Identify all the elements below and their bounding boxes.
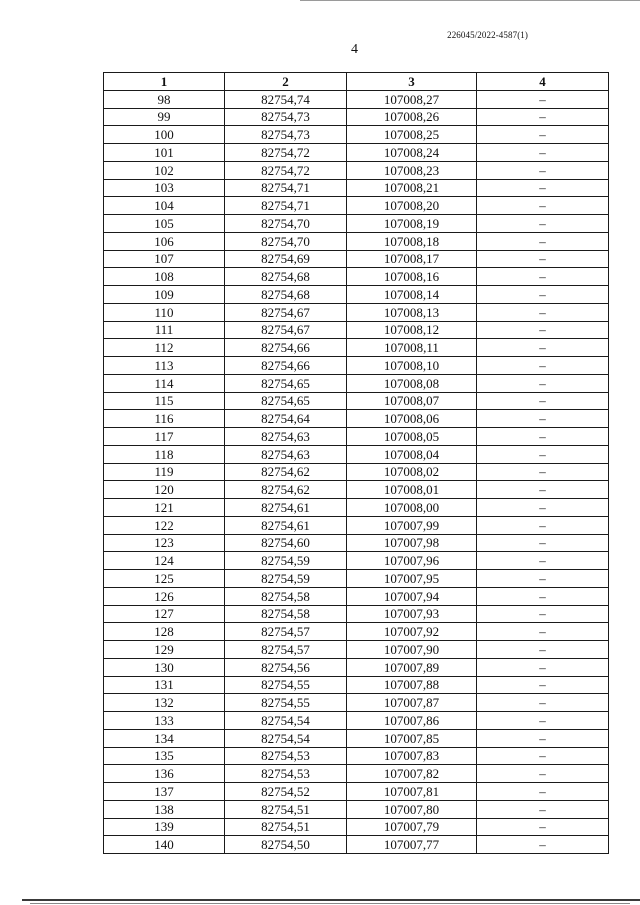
note-cell: – [477,499,609,517]
table-row [104,161,609,179]
x-coordinate-cell: 82754,61 [225,516,347,534]
table-row [104,321,609,339]
note-cell: – [477,605,609,623]
point-number-cell: 123 [104,534,225,552]
table-row [104,179,609,197]
bottom-rule [22,899,640,901]
note-cell: – [477,428,609,446]
y-coordinate-cell: 107007,83 [347,747,477,765]
x-coordinate-cell: 82754,52 [225,783,347,801]
point-number-cell: 98 [104,90,225,108]
note-cell: – [477,836,609,854]
table-row [104,339,609,357]
y-coordinate-cell: 107007,88 [347,676,477,694]
note-cell: – [477,90,609,108]
x-coordinate-cell: 82754,66 [225,357,347,375]
point-number-cell: 106 [104,232,225,250]
y-coordinate-cell: 107008,01 [347,481,477,499]
point-number-cell: 140 [104,836,225,854]
point-number-cell: 108 [104,268,225,286]
header-col-3: 3 [347,73,477,91]
point-number-cell: 127 [104,605,225,623]
point-number-cell: 126 [104,587,225,605]
y-coordinate-cell: 107008,20 [347,197,477,215]
y-coordinate-cell: 107008,06 [347,410,477,428]
point-number-cell: 121 [104,499,225,517]
table-row [104,357,609,375]
y-coordinate-cell: 107008,26 [347,108,477,126]
x-coordinate-cell: 82754,59 [225,552,347,570]
document-number: 226045/2022-4587(1) [447,30,528,40]
note-cell: – [477,534,609,552]
point-number-cell: 132 [104,694,225,712]
table-row [104,428,609,446]
table-row [104,232,609,250]
table-row [104,818,609,836]
point-number-cell: 133 [104,712,225,730]
note-cell: – [477,481,609,499]
point-number-cell: 100 [104,126,225,144]
table-row [104,499,609,517]
table-row [104,374,609,392]
header-col-4: 4 [477,73,609,91]
point-number-cell: 99 [104,108,225,126]
x-coordinate-cell: 82754,57 [225,623,347,641]
note-cell: – [477,676,609,694]
table-row [104,445,609,463]
point-number-cell: 125 [104,570,225,588]
y-coordinate-cell: 107007,79 [347,818,477,836]
table-row [104,463,609,481]
table-row [104,658,609,676]
point-number-cell: 138 [104,800,225,818]
point-number-cell: 134 [104,729,225,747]
note-cell: – [477,694,609,712]
y-coordinate-cell: 107007,77 [347,836,477,854]
table-row [104,126,609,144]
page-number: 4 [351,42,358,57]
y-coordinate-cell: 107008,16 [347,268,477,286]
x-coordinate-cell: 82754,71 [225,179,347,197]
y-coordinate-cell: 107008,14 [347,286,477,304]
table-row [104,570,609,588]
y-coordinate-cell: 107008,04 [347,445,477,463]
note-cell: – [477,783,609,801]
x-coordinate-cell: 82754,72 [225,144,347,162]
point-number-cell: 105 [104,215,225,233]
note-cell: – [477,179,609,197]
table-row [104,729,609,747]
x-coordinate-cell: 82754,58 [225,587,347,605]
y-coordinate-cell: 107008,12 [347,321,477,339]
y-coordinate-cell: 107007,90 [347,641,477,659]
point-number-cell: 102 [104,161,225,179]
x-coordinate-cell: 82754,54 [225,729,347,747]
table-row [104,783,609,801]
x-coordinate-cell: 82754,73 [225,108,347,126]
x-coordinate-cell: 82754,70 [225,215,347,233]
x-coordinate-cell: 82754,67 [225,303,347,321]
point-number-cell: 107 [104,250,225,268]
point-number-cell: 130 [104,658,225,676]
x-coordinate-cell: 82754,62 [225,463,347,481]
table-row [104,197,609,215]
table-row [104,144,609,162]
y-coordinate-cell: 107008,07 [347,392,477,410]
x-coordinate-cell: 82754,64 [225,410,347,428]
x-coordinate-cell: 82754,62 [225,481,347,499]
note-cell: – [477,623,609,641]
table-row [104,534,609,552]
point-number-cell: 109 [104,286,225,304]
coordinates-table [103,72,609,854]
y-coordinate-cell: 107008,05 [347,428,477,446]
y-coordinate-cell: 107008,18 [347,232,477,250]
x-coordinate-cell: 82754,55 [225,694,347,712]
x-coordinate-cell: 82754,61 [225,499,347,517]
table-row [104,712,609,730]
x-coordinate-cell: 82754,74 [225,90,347,108]
x-coordinate-cell: 82754,58 [225,605,347,623]
table-row [104,303,609,321]
table-row [104,765,609,783]
x-coordinate-cell: 82754,71 [225,197,347,215]
y-coordinate-cell: 107008,25 [347,126,477,144]
table-row [104,747,609,765]
x-coordinate-cell: 82754,66 [225,339,347,357]
y-coordinate-cell: 107007,86 [347,712,477,730]
y-coordinate-cell: 107008,19 [347,215,477,233]
x-coordinate-cell: 82754,68 [225,286,347,304]
x-coordinate-cell: 82754,54 [225,712,347,730]
note-cell: – [477,729,609,747]
point-number-cell: 137 [104,783,225,801]
x-coordinate-cell: 82754,67 [225,321,347,339]
note-cell: – [477,800,609,818]
x-coordinate-cell: 82754,63 [225,428,347,446]
note-cell: – [477,374,609,392]
note-cell: – [477,392,609,410]
y-coordinate-cell: 107007,82 [347,765,477,783]
note-cell: – [477,765,609,783]
table-row [104,481,609,499]
y-coordinate-cell: 107008,24 [347,144,477,162]
table-row [104,587,609,605]
note-cell: – [477,818,609,836]
point-number-cell: 118 [104,445,225,463]
y-coordinate-cell: 107007,85 [347,729,477,747]
note-cell: – [477,286,609,304]
x-coordinate-cell: 82754,65 [225,392,347,410]
note-cell: – [477,144,609,162]
table-row [104,694,609,712]
point-number-cell: 128 [104,623,225,641]
point-number-cell: 135 [104,747,225,765]
note-cell: – [477,712,609,730]
note-cell: – [477,516,609,534]
x-coordinate-cell: 82754,51 [225,818,347,836]
y-coordinate-cell: 107007,80 [347,800,477,818]
x-coordinate-cell: 82754,56 [225,658,347,676]
point-number-cell: 129 [104,641,225,659]
x-coordinate-cell: 82754,69 [225,250,347,268]
point-number-cell: 101 [104,144,225,162]
note-cell: – [477,215,609,233]
point-number-cell: 114 [104,374,225,392]
table-header-row [104,73,609,91]
table-row [104,286,609,304]
point-number-cell: 119 [104,463,225,481]
table-body [104,90,609,853]
x-coordinate-cell: 82754,73 [225,126,347,144]
point-number-cell: 113 [104,357,225,375]
note-cell: – [477,126,609,144]
point-number-cell: 139 [104,818,225,836]
y-coordinate-cell: 107007,87 [347,694,477,712]
x-coordinate-cell: 82754,59 [225,570,347,588]
x-coordinate-cell: 82754,51 [225,800,347,818]
y-coordinate-cell: 107007,89 [347,658,477,676]
y-coordinate-cell: 107008,00 [347,499,477,517]
x-coordinate-cell: 82754,72 [225,161,347,179]
bottom-rule-thin [30,903,630,904]
note-cell: – [477,747,609,765]
table-row [104,552,609,570]
y-coordinate-cell: 107008,11 [347,339,477,357]
y-coordinate-cell: 107007,92 [347,623,477,641]
y-coordinate-cell: 107008,08 [347,374,477,392]
x-coordinate-cell: 82754,65 [225,374,347,392]
point-number-cell: 115 [104,392,225,410]
note-cell: – [477,232,609,250]
y-coordinate-cell: 107008,17 [347,250,477,268]
note-cell: – [477,570,609,588]
note-cell: – [477,587,609,605]
point-number-cell: 103 [104,179,225,197]
point-number-cell: 124 [104,552,225,570]
table-row [104,268,609,286]
table-row [104,641,609,659]
note-cell: – [477,410,609,428]
y-coordinate-cell: 107007,95 [347,570,477,588]
x-coordinate-cell: 82754,53 [225,747,347,765]
point-number-cell: 110 [104,303,225,321]
point-number-cell: 104 [104,197,225,215]
note-cell: – [477,552,609,570]
note-cell: – [477,161,609,179]
point-number-cell: 116 [104,410,225,428]
top-rule [300,0,640,1]
x-coordinate-cell: 82754,70 [225,232,347,250]
y-coordinate-cell: 107007,98 [347,534,477,552]
y-coordinate-cell: 107008,27 [347,90,477,108]
table-row [104,90,609,108]
table-row [104,836,609,854]
note-cell: – [477,321,609,339]
point-number-cell: 117 [104,428,225,446]
y-coordinate-cell: 107007,96 [347,552,477,570]
note-cell: – [477,108,609,126]
table-row [104,215,609,233]
note-cell: – [477,303,609,321]
point-number-cell: 136 [104,765,225,783]
point-number-cell: 120 [104,481,225,499]
y-coordinate-cell: 107007,93 [347,605,477,623]
y-coordinate-cell: 107008,23 [347,161,477,179]
table-row [104,623,609,641]
y-coordinate-cell: 107008,02 [347,463,477,481]
table-row [104,250,609,268]
x-coordinate-cell: 82754,68 [225,268,347,286]
table-row [104,800,609,818]
y-coordinate-cell: 107007,94 [347,587,477,605]
table-row [104,108,609,126]
point-number-cell: 122 [104,516,225,534]
header-col-1: 1 [104,73,225,91]
table-row [104,392,609,410]
x-coordinate-cell: 82754,63 [225,445,347,463]
point-number-cell: 131 [104,676,225,694]
note-cell: – [477,268,609,286]
note-cell: – [477,250,609,268]
note-cell: – [477,197,609,215]
note-cell: – [477,339,609,357]
note-cell: – [477,658,609,676]
note-cell: – [477,641,609,659]
y-coordinate-cell: 107007,81 [347,783,477,801]
header-col-2: 2 [225,73,347,91]
y-coordinate-cell: 107008,21 [347,179,477,197]
note-cell: – [477,463,609,481]
y-coordinate-cell: 107007,99 [347,516,477,534]
x-coordinate-cell: 82754,50 [225,836,347,854]
point-number-cell: 112 [104,339,225,357]
x-coordinate-cell: 82754,60 [225,534,347,552]
y-coordinate-cell: 107008,13 [347,303,477,321]
note-cell: – [477,357,609,375]
table-row [104,516,609,534]
note-cell: – [477,445,609,463]
x-coordinate-cell: 82754,55 [225,676,347,694]
point-number-cell: 111 [104,321,225,339]
y-coordinate-cell: 107008,10 [347,357,477,375]
x-coordinate-cell: 82754,53 [225,765,347,783]
table-row [104,676,609,694]
x-coordinate-cell: 82754,57 [225,641,347,659]
table-row [104,410,609,428]
table-row [104,605,609,623]
